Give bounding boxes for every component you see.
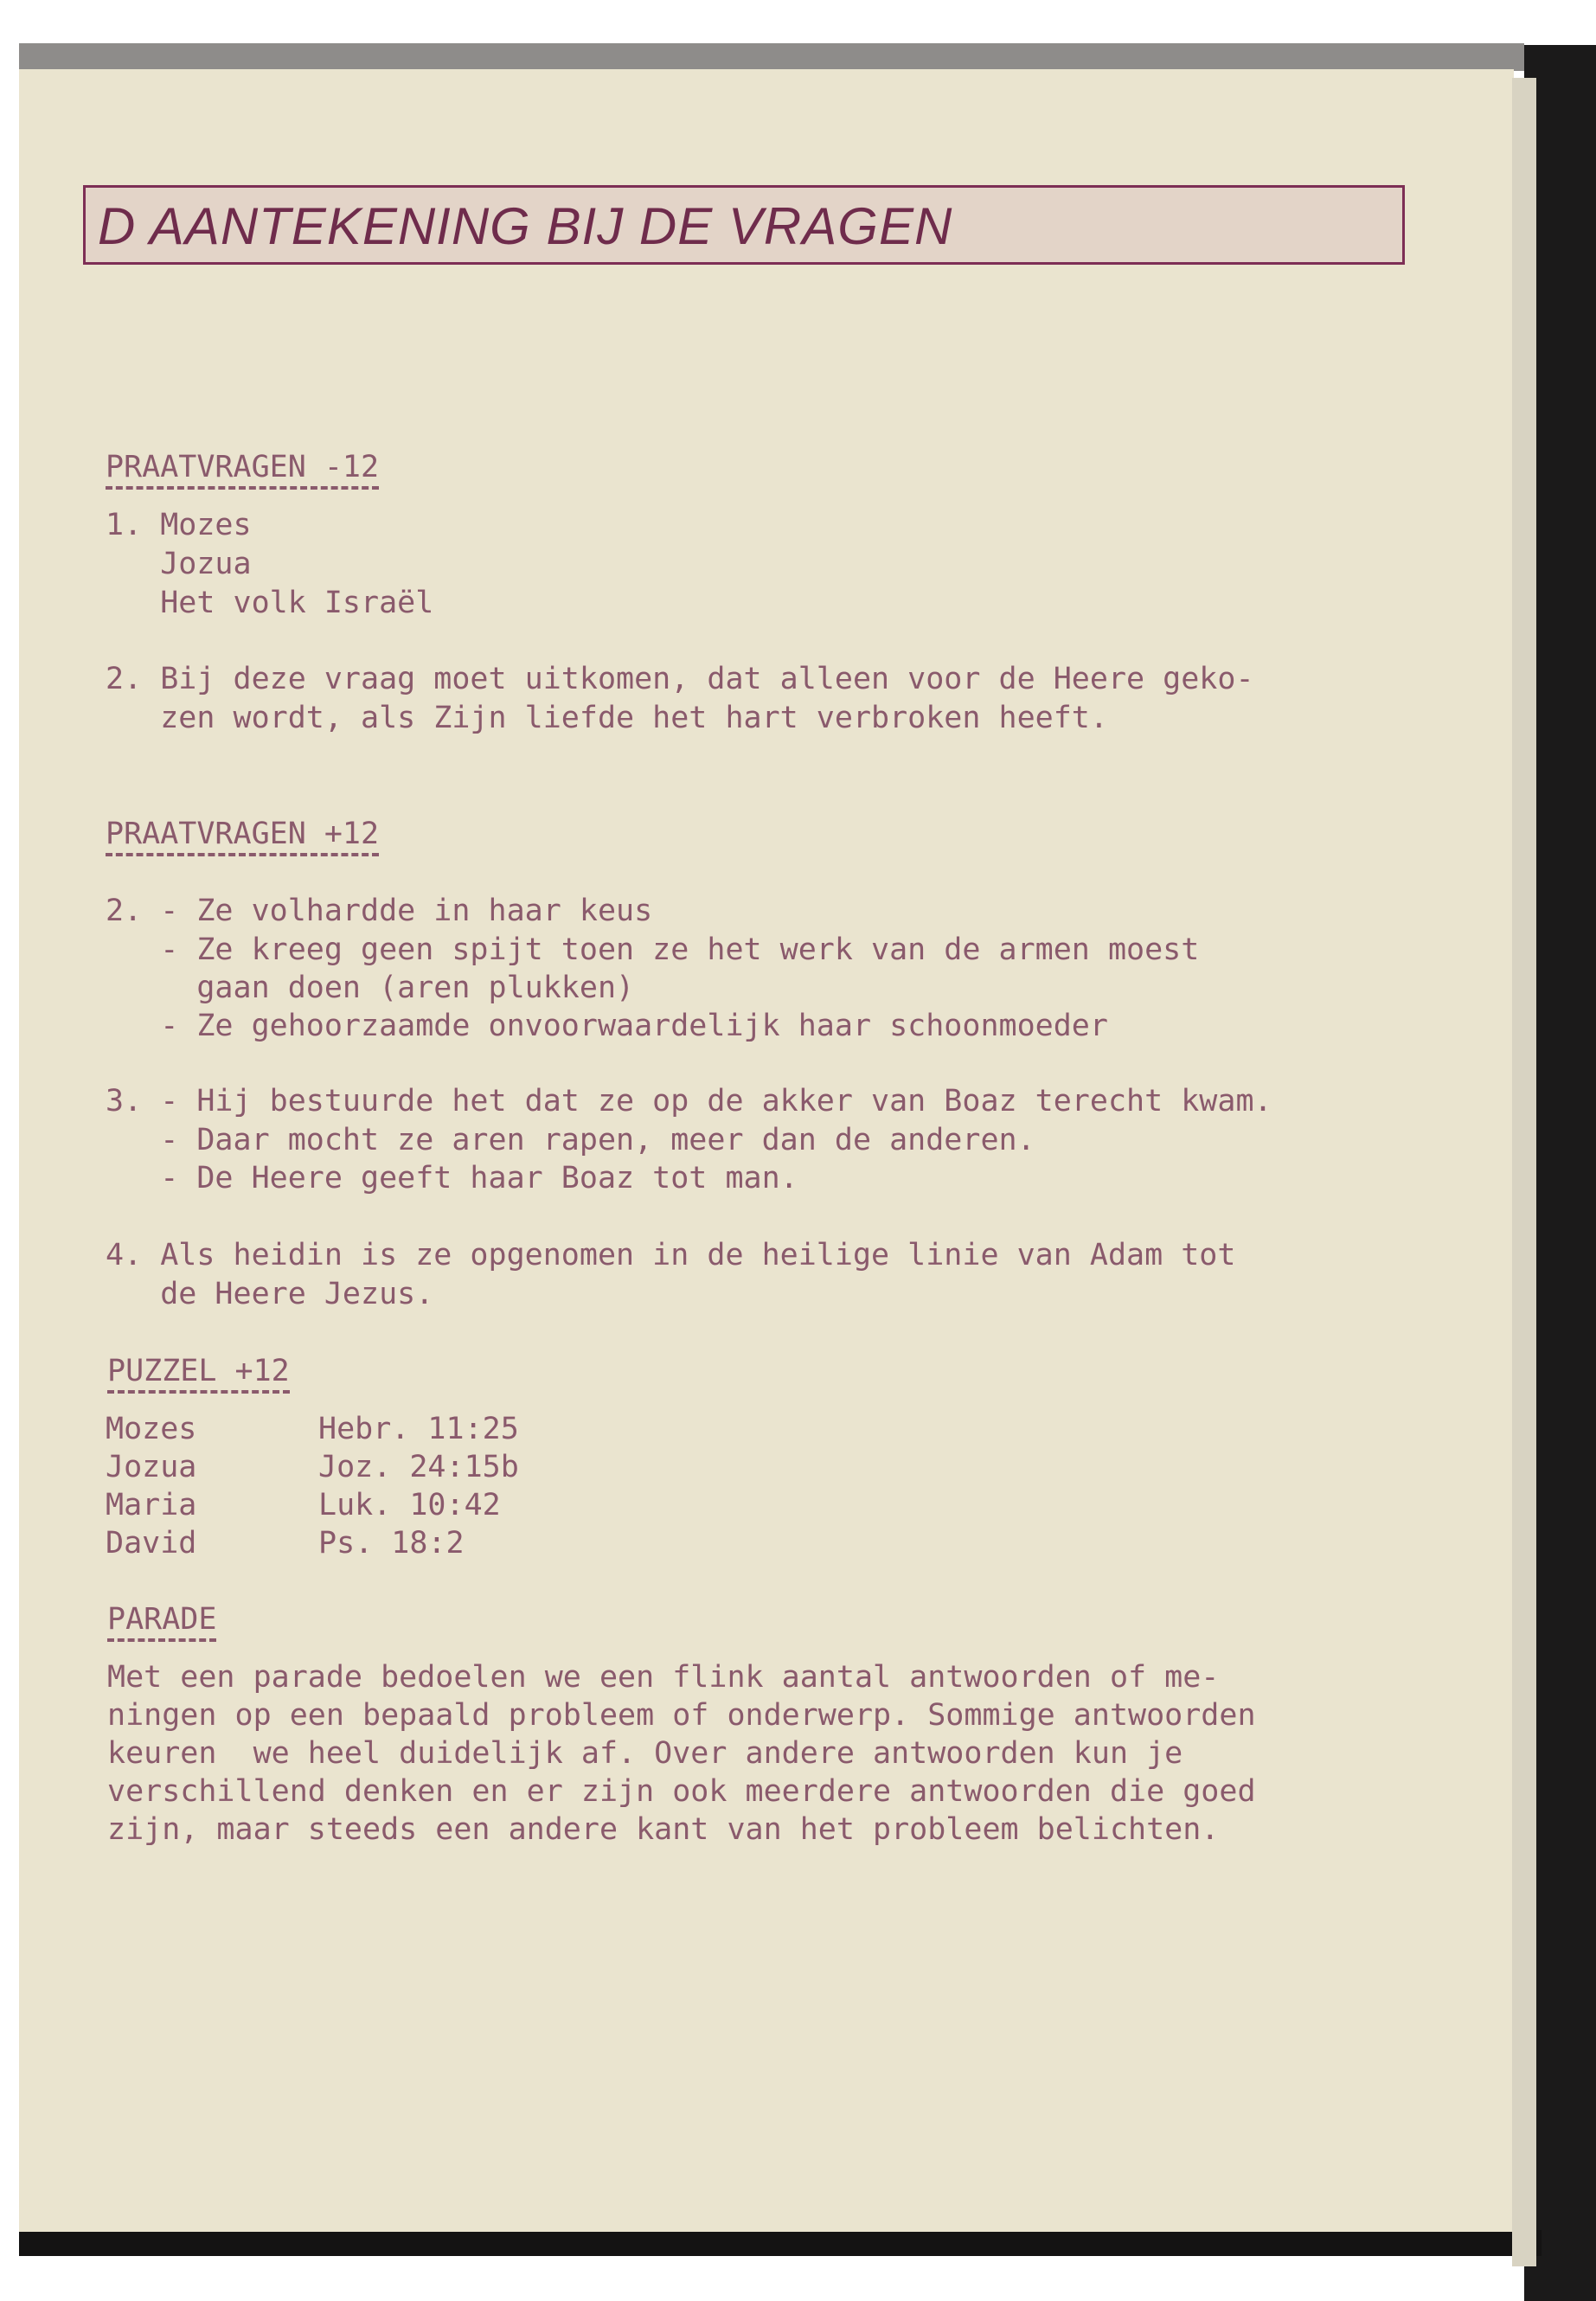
parade-line: Met een parade bedoelen we een flink aantal antwoorden of me-: [107, 1660, 1220, 1695]
answer-line: - Daar mocht ze aren rapen, meer dan de anderen.: [106, 1123, 1035, 1157]
heading-praatvragen-min12: PRAATVRAGEN -12: [106, 450, 380, 484]
answer-line: 3. - Hij bestuurde het dat ze op de akker van Boaz terecht kwam.: [106, 1084, 1272, 1118]
answer-line: 2. Bij deze vraag moet uitkomen, dat alleen voor de Heere geko-: [106, 662, 1254, 696]
answer-line: 1. Mozes: [106, 508, 252, 542]
parade-line: verschillend denken en er zijn ook meerdere antwoorden die goed: [107, 1774, 1256, 1809]
answer-line: zen wordt, als Zijn liefde het hart verbroken heeft.: [106, 701, 1108, 735]
answer-line: - Ze gehoorzaamde onvoorwaardelijk haar schoonmoeder: [106, 1009, 1108, 1043]
puzzel-reference: Hebr. 11:25: [318, 1412, 519, 1446]
scan-border-bottom: [19, 2230, 1542, 2256]
puzzel-name: Maria: [106, 1488, 197, 1522]
puzzel-name: Mozes: [106, 1412, 197, 1446]
section-header-box: [83, 185, 1405, 265]
answer-line: - De Heere geeft haar Boaz tot man.: [106, 1161, 798, 1195]
parade-line: ningen op een bepaald probleem of onderwerp. Sommige antwoorden: [107, 1698, 1256, 1733]
puzzel-name: David: [106, 1526, 197, 1561]
parade-line: keuren we heel duidelijk af. Over andere antwoorden kun je: [107, 1736, 1183, 1771]
heading-praatvragen-plus12: PRAATVRAGEN +12: [106, 817, 380, 851]
puzzel-name: Jozua: [106, 1450, 197, 1484]
puzzel-reference: Ps. 18:2: [318, 1526, 465, 1561]
answer-line: Het volk Israël: [106, 586, 434, 620]
puzzel-reference: Joz. 24:15b: [318, 1450, 519, 1484]
parade-line: zijn, maar steeds een andere kant van het probleem belichten.: [107, 1812, 1220, 1847]
page-edge: [1512, 78, 1536, 2266]
answer-line: Jozua: [106, 547, 252, 581]
heading-puzzel-plus12: PUZZEL +12: [107, 1354, 290, 1388]
page-title: D AANTEKENING BIJ DE VRAGEN: [98, 197, 953, 255]
answer-line: 2. - Ze volhardde in haar keus: [106, 894, 653, 928]
answer-line: 4. Als heidin is ze opgenomen in de heilige linie van Adam tot: [106, 1238, 1236, 1272]
puzzel-reference: Luk. 10:42: [318, 1488, 501, 1522]
heading-parade: PARADE: [107, 1602, 217, 1637]
scan-border-top: [19, 43, 1524, 71]
answer-line: de Heere Jezus.: [106, 1277, 434, 1311]
answer-line: gaan doen (aren plukken): [106, 971, 635, 1005]
answer-line: - Ze kreeg geen spijt toen ze het werk van de armen moest: [106, 933, 1200, 967]
